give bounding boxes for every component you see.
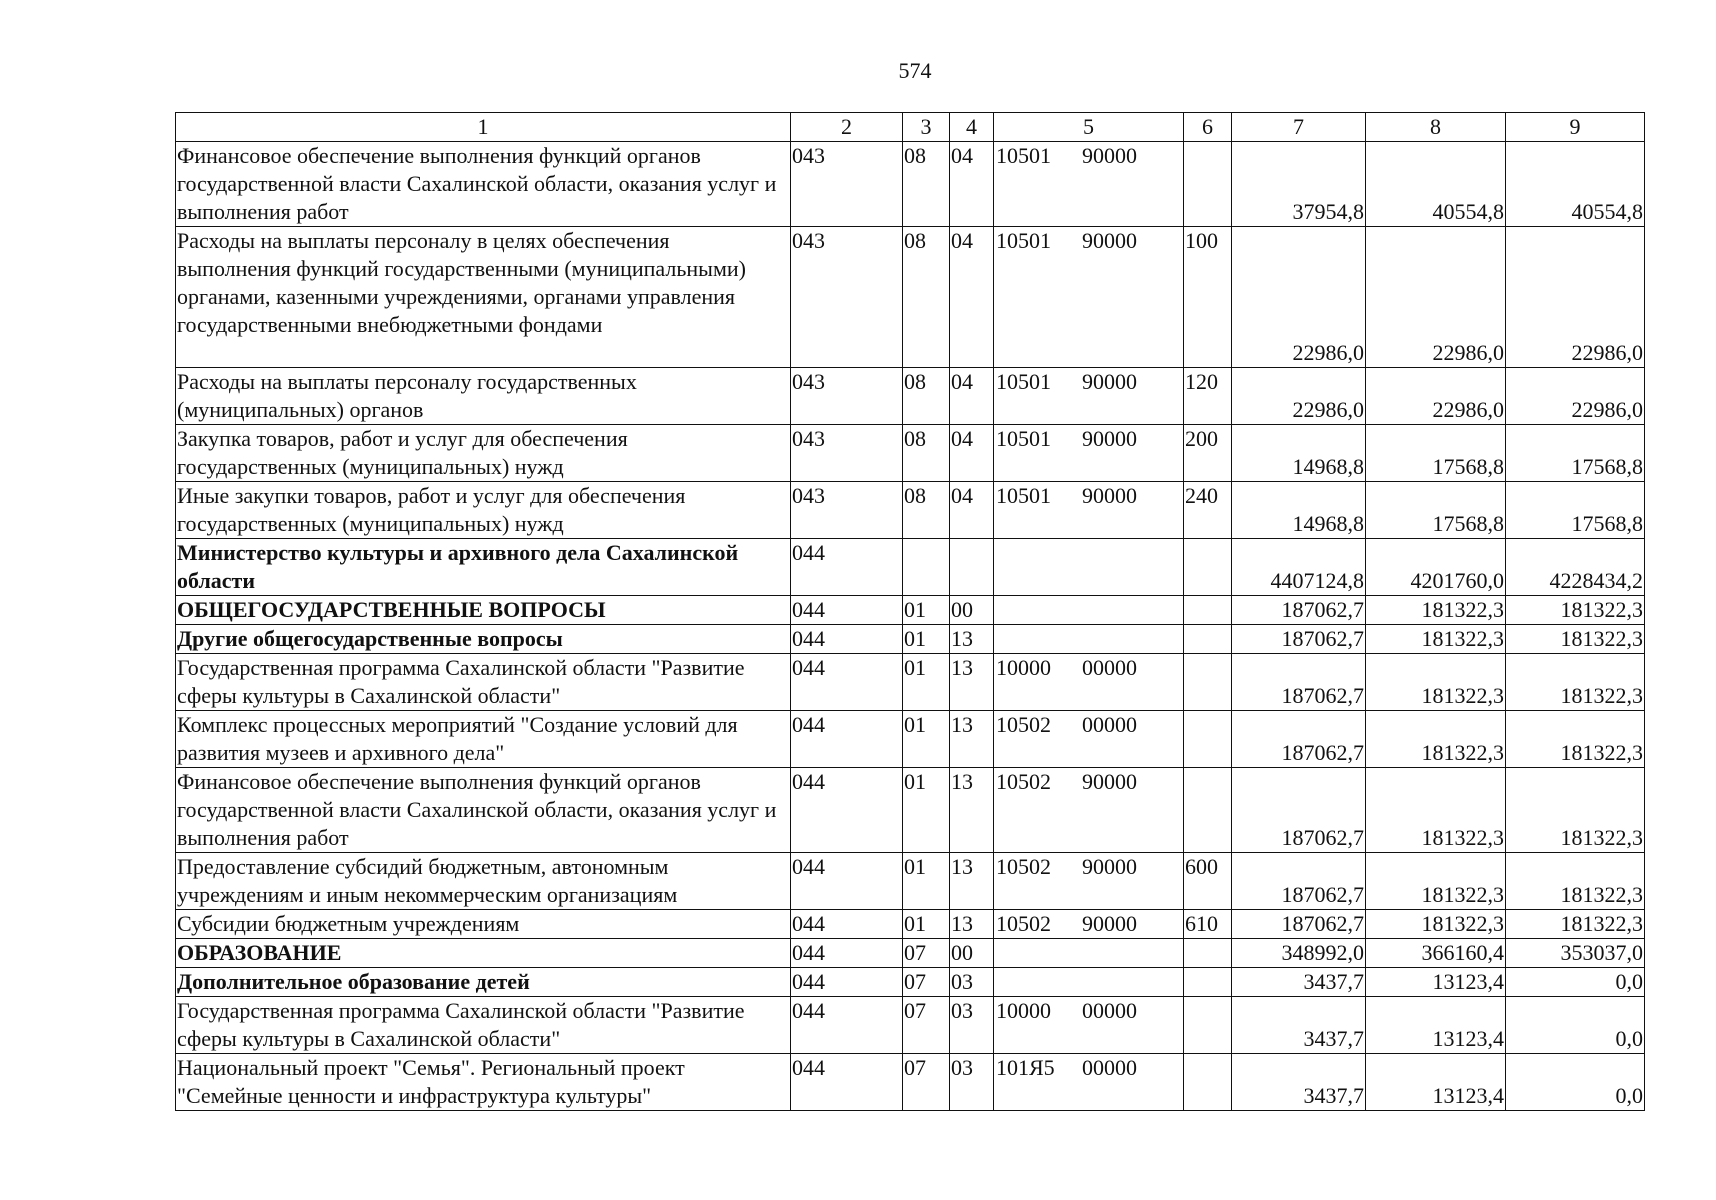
row-name-cell: ОБРАЗОВАНИЕ xyxy=(176,939,791,968)
amount-col9-cell: 0,0 xyxy=(1506,997,1645,1054)
expense-type-cell xyxy=(1184,711,1232,768)
admin-code-cell: 044 xyxy=(791,768,903,853)
admin-code-cell: 043 xyxy=(791,142,903,227)
subsection-cell: 13 xyxy=(950,711,994,768)
program-code: 10502 xyxy=(996,911,1051,936)
amount-col7-cell: 187062,7 xyxy=(1232,768,1366,853)
target-article-cell xyxy=(994,853,1184,910)
amount-col9-cell: 0,0 xyxy=(1506,968,1645,997)
amount-col8-cell: 17568,8 xyxy=(1366,425,1506,482)
amount-col7-cell: 187062,7 xyxy=(1232,711,1366,768)
expense-type-cell xyxy=(1184,768,1232,853)
amount-col8-cell: 181322,3 xyxy=(1366,853,1506,910)
amount-col9-cell: 181322,3 xyxy=(1506,596,1645,625)
expense-type-cell xyxy=(1184,596,1232,625)
admin-code-cell: 044 xyxy=(791,596,903,625)
table-row xyxy=(176,997,1645,1054)
header-cell: 5 xyxy=(994,113,1184,142)
program-code: 101Я5 xyxy=(996,1055,1055,1080)
amount-col7-cell: 14968,8 xyxy=(1232,425,1366,482)
amount-col9-cell: 22986,0 xyxy=(1506,227,1645,368)
section-cell: 08 xyxy=(903,368,950,425)
direction-code: 90000 xyxy=(1082,769,1137,794)
admin-code-cell: 043 xyxy=(791,425,903,482)
header-cell: 2 xyxy=(791,113,903,142)
amount-col8-cell: 181322,3 xyxy=(1366,625,1506,654)
subsection-cell: 13 xyxy=(950,654,994,711)
section-cell: 01 xyxy=(903,768,950,853)
expense-type-cell xyxy=(1184,654,1232,711)
table-header-row xyxy=(176,113,1645,142)
table-row xyxy=(176,711,1645,768)
amount-col8-cell: 181322,3 xyxy=(1366,910,1506,939)
amount-col7-cell: 187062,7 xyxy=(1232,654,1366,711)
subsection-cell: 13 xyxy=(950,853,994,910)
expense-type-cell xyxy=(1184,997,1232,1054)
subsection-cell: 00 xyxy=(950,596,994,625)
section-cell: 01 xyxy=(903,711,950,768)
amount-col9-cell: 40554,8 xyxy=(1506,142,1645,227)
target-article-cell xyxy=(994,368,1184,425)
direction-code: 00000 xyxy=(1082,998,1137,1023)
amount-col9-cell: 181322,3 xyxy=(1506,910,1645,939)
table-row xyxy=(176,910,1645,939)
row-name-cell: Государственная программа Сахалинской области "Развитие сферы культуры в Сахалинской области" xyxy=(176,654,791,711)
direction-code: 90000 xyxy=(1082,228,1137,253)
table-row xyxy=(176,1054,1645,1111)
section-cell: 08 xyxy=(903,482,950,539)
table-row xyxy=(176,368,1645,425)
subsection-cell: 03 xyxy=(950,997,994,1054)
program-code: 10000 xyxy=(996,655,1051,680)
section-cell: 08 xyxy=(903,227,950,368)
section-cell: 08 xyxy=(903,142,950,227)
amount-col7-cell: 37954,8 xyxy=(1232,142,1366,227)
amount-col9-cell: 17568,8 xyxy=(1506,482,1645,539)
amount-col9-cell: 22986,0 xyxy=(1506,368,1645,425)
amount-col7-cell: 348992,0 xyxy=(1232,939,1366,968)
amount-col9-cell: 17568,8 xyxy=(1506,425,1645,482)
target-article-cell xyxy=(994,711,1184,768)
admin-code-cell: 044 xyxy=(791,1054,903,1111)
amount-col7-cell: 187062,7 xyxy=(1232,625,1366,654)
program-code: 10501 xyxy=(996,483,1051,508)
row-name-cell: Финансовое обеспечение выполнения функций органов государственной власти Сахалинской области, оказания услуг и выполнения работ xyxy=(176,768,791,853)
target-article-cell xyxy=(994,539,1184,596)
row-name-cell: Государственная программа Сахалинской области "Развитие сферы культуры в Сахалинской области" xyxy=(176,997,791,1054)
expense-type-cell xyxy=(1184,939,1232,968)
section-cell: 01 xyxy=(903,910,950,939)
table-row xyxy=(176,539,1645,596)
expense-type-cell: 600 xyxy=(1184,853,1232,910)
admin-code-cell: 043 xyxy=(791,368,903,425)
header-cell: 8 xyxy=(1366,113,1506,142)
subsection-cell: 04 xyxy=(950,368,994,425)
amount-col7-cell: 22986,0 xyxy=(1232,368,1366,425)
amount-col7-cell: 3437,7 xyxy=(1232,1054,1366,1111)
row-name-cell: Субсидии бюджетным учреждениям xyxy=(176,910,791,939)
amount-col8-cell: 22986,0 xyxy=(1366,227,1506,368)
amount-col8-cell: 13123,4 xyxy=(1366,968,1506,997)
amount-col7-cell: 14968,8 xyxy=(1232,482,1366,539)
row-name-cell: Расходы на выплаты персоналу в целях обеспечения выполнения функций государственными (муниципальными) органами, казенными учреждениями, органами управления государственными внебюджетными фондами xyxy=(176,227,791,368)
amount-col8-cell: 40554,8 xyxy=(1366,142,1506,227)
subsection-cell: 04 xyxy=(950,227,994,368)
amount-col8-cell: 13123,4 xyxy=(1366,1054,1506,1111)
subsection-cell: 13 xyxy=(950,910,994,939)
program-code: 10501 xyxy=(996,426,1051,451)
direction-code: 90000 xyxy=(1082,426,1137,451)
header-cell: 4 xyxy=(950,113,994,142)
subsection-cell: 03 xyxy=(950,968,994,997)
expense-type-cell xyxy=(1184,1054,1232,1111)
section-cell: 01 xyxy=(903,853,950,910)
amount-col9-cell: 181322,3 xyxy=(1506,625,1645,654)
target-article-cell xyxy=(994,625,1184,654)
target-article-cell xyxy=(994,142,1184,227)
amount-col7-cell: 187062,7 xyxy=(1232,596,1366,625)
amount-col8-cell: 181322,3 xyxy=(1366,596,1506,625)
row-name-cell: Министерство культуры и архивного дела Сахалинской области xyxy=(176,539,791,596)
subsection-cell: 03 xyxy=(950,1054,994,1111)
row-name-cell: Дополнительное образование детей xyxy=(176,968,791,997)
amount-col9-cell: 353037,0 xyxy=(1506,939,1645,968)
header-cell: 9 xyxy=(1506,113,1645,142)
amount-col7-cell: 187062,7 xyxy=(1232,853,1366,910)
table-row xyxy=(176,142,1645,227)
expense-type-cell: 100 xyxy=(1184,227,1232,368)
subsection-cell: 00 xyxy=(950,939,994,968)
table-row xyxy=(176,596,1645,625)
direction-code: 00000 xyxy=(1082,655,1137,680)
table-row xyxy=(176,654,1645,711)
amount-col7-cell: 4407124,8 xyxy=(1232,539,1366,596)
row-name-cell: Комплекс процессных мероприятий "Создание условий для развития музеев и архивного дела" xyxy=(176,711,791,768)
expense-type-cell xyxy=(1184,968,1232,997)
target-article-cell xyxy=(994,596,1184,625)
budget-table xyxy=(175,112,1645,1111)
subsection-cell xyxy=(950,539,994,596)
target-article-cell xyxy=(994,910,1184,939)
header-cell: 1 xyxy=(176,113,791,142)
amount-col7-cell: 187062,7 xyxy=(1232,910,1366,939)
amount-col7-cell: 3437,7 xyxy=(1232,968,1366,997)
section-cell: 01 xyxy=(903,625,950,654)
admin-code-cell: 043 xyxy=(791,482,903,539)
admin-code-cell: 044 xyxy=(791,853,903,910)
target-article-cell xyxy=(994,968,1184,997)
section-cell: 01 xyxy=(903,654,950,711)
section-cell: 07 xyxy=(903,939,950,968)
expense-type-cell: 610 xyxy=(1184,910,1232,939)
header-cell: 6 xyxy=(1184,113,1232,142)
amount-col8-cell: 17568,8 xyxy=(1366,482,1506,539)
section-cell: 08 xyxy=(903,425,950,482)
program-code: 10501 xyxy=(996,143,1051,168)
program-code: 10501 xyxy=(996,228,1051,253)
expense-type-cell xyxy=(1184,539,1232,596)
amount-col8-cell: 13123,4 xyxy=(1366,997,1506,1054)
table-row xyxy=(176,853,1645,910)
table-row xyxy=(176,425,1645,482)
table-row xyxy=(176,482,1645,539)
table-row xyxy=(176,968,1645,997)
header-cell: 7 xyxy=(1232,113,1366,142)
amount-col9-cell: 181322,3 xyxy=(1506,768,1645,853)
target-article-cell xyxy=(994,768,1184,853)
page-number: 574 xyxy=(898,58,932,83)
amount-col8-cell: 181322,3 xyxy=(1366,768,1506,853)
amount-col7-cell: 22986,0 xyxy=(1232,227,1366,368)
direction-code: 90000 xyxy=(1082,143,1137,168)
expense-type-cell: 240 xyxy=(1184,482,1232,539)
row-name-cell: Иные закупки товаров, работ и услуг для обеспечения государственных (муниципальных) нужд xyxy=(176,482,791,539)
admin-code-cell: 044 xyxy=(791,910,903,939)
direction-code: 90000 xyxy=(1082,854,1137,879)
admin-code-cell: 044 xyxy=(791,939,903,968)
direction-code: 00000 xyxy=(1082,1055,1137,1080)
admin-code-cell: 044 xyxy=(791,711,903,768)
direction-code: 90000 xyxy=(1082,483,1137,508)
admin-code-cell: 044 xyxy=(791,625,903,654)
target-article-cell xyxy=(994,939,1184,968)
direction-code: 00000 xyxy=(1082,712,1137,737)
amount-col8-cell: 366160,4 xyxy=(1366,939,1506,968)
amount-col8-cell: 22986,0 xyxy=(1366,368,1506,425)
direction-code: 90000 xyxy=(1082,369,1137,394)
target-article-cell xyxy=(994,997,1184,1054)
row-name-cell: Предоставление субсидий бюджетным, автономным учреждениям и иным некоммерческим организациям xyxy=(176,853,791,910)
row-name-cell: Другие общегосударственные вопросы xyxy=(176,625,791,654)
target-article-cell xyxy=(994,1054,1184,1111)
target-article-cell xyxy=(994,482,1184,539)
subsection-cell: 13 xyxy=(950,625,994,654)
target-article-cell xyxy=(994,425,1184,482)
table-row xyxy=(176,227,1645,368)
target-article-cell xyxy=(994,654,1184,711)
section-cell: 01 xyxy=(903,596,950,625)
row-name-cell: Финансовое обеспечение выполнения функций органов государственной власти Сахалинской области, оказания услуг и выполнения работ xyxy=(176,142,791,227)
amount-col9-cell: 4228434,2 xyxy=(1506,539,1645,596)
expense-type-cell xyxy=(1184,142,1232,227)
amount-col8-cell: 4201760,0 xyxy=(1366,539,1506,596)
amount-col8-cell: 181322,3 xyxy=(1366,711,1506,768)
program-code: 10502 xyxy=(996,712,1051,737)
program-code: 10000 xyxy=(996,998,1051,1023)
section-cell: 07 xyxy=(903,997,950,1054)
admin-code-cell: 044 xyxy=(791,997,903,1054)
direction-code: 90000 xyxy=(1082,911,1137,936)
expense-type-cell: 200 xyxy=(1184,425,1232,482)
amount-col9-cell: 181322,3 xyxy=(1506,853,1645,910)
subsection-cell: 13 xyxy=(950,768,994,853)
amount-col9-cell: 181322,3 xyxy=(1506,711,1645,768)
amount-col9-cell: 0,0 xyxy=(1506,1054,1645,1111)
subsection-cell: 04 xyxy=(950,425,994,482)
amount-col9-cell: 181322,3 xyxy=(1506,654,1645,711)
amount-col7-cell: 3437,7 xyxy=(1232,997,1366,1054)
section-cell: 07 xyxy=(903,968,950,997)
admin-code-cell: 044 xyxy=(791,539,903,596)
program-code: 10502 xyxy=(996,854,1051,879)
row-name-cell: Национальный проект "Семья". Региональный проект "Семейные ценности и инфраструктура культуры" xyxy=(176,1054,791,1111)
target-article-cell xyxy=(994,227,1184,368)
admin-code-cell: 044 xyxy=(791,654,903,711)
admin-code-cell: 043 xyxy=(791,227,903,368)
section-cell: 07 xyxy=(903,1054,950,1111)
section-cell xyxy=(903,539,950,596)
row-name-cell: Закупка товаров, работ и услуг для обеспечения государственных (муниципальных) нужд xyxy=(176,425,791,482)
header-cell: 3 xyxy=(903,113,950,142)
subsection-cell: 04 xyxy=(950,142,994,227)
table-row xyxy=(176,768,1645,853)
expense-type-cell xyxy=(1184,625,1232,654)
table-row xyxy=(176,939,1645,968)
amount-col8-cell: 181322,3 xyxy=(1366,654,1506,711)
program-code: 10501 xyxy=(996,369,1051,394)
row-name-cell: ОБЩЕГОСУДАРСТВЕННЫЕ ВОПРОСЫ xyxy=(176,596,791,625)
subsection-cell: 04 xyxy=(950,482,994,539)
admin-code-cell: 044 xyxy=(791,968,903,997)
program-code: 10502 xyxy=(996,769,1051,794)
expense-type-cell: 120 xyxy=(1184,368,1232,425)
row-name-cell: Расходы на выплаты персоналу государственных (муниципальных) органов xyxy=(176,368,791,425)
table-row xyxy=(176,625,1645,654)
